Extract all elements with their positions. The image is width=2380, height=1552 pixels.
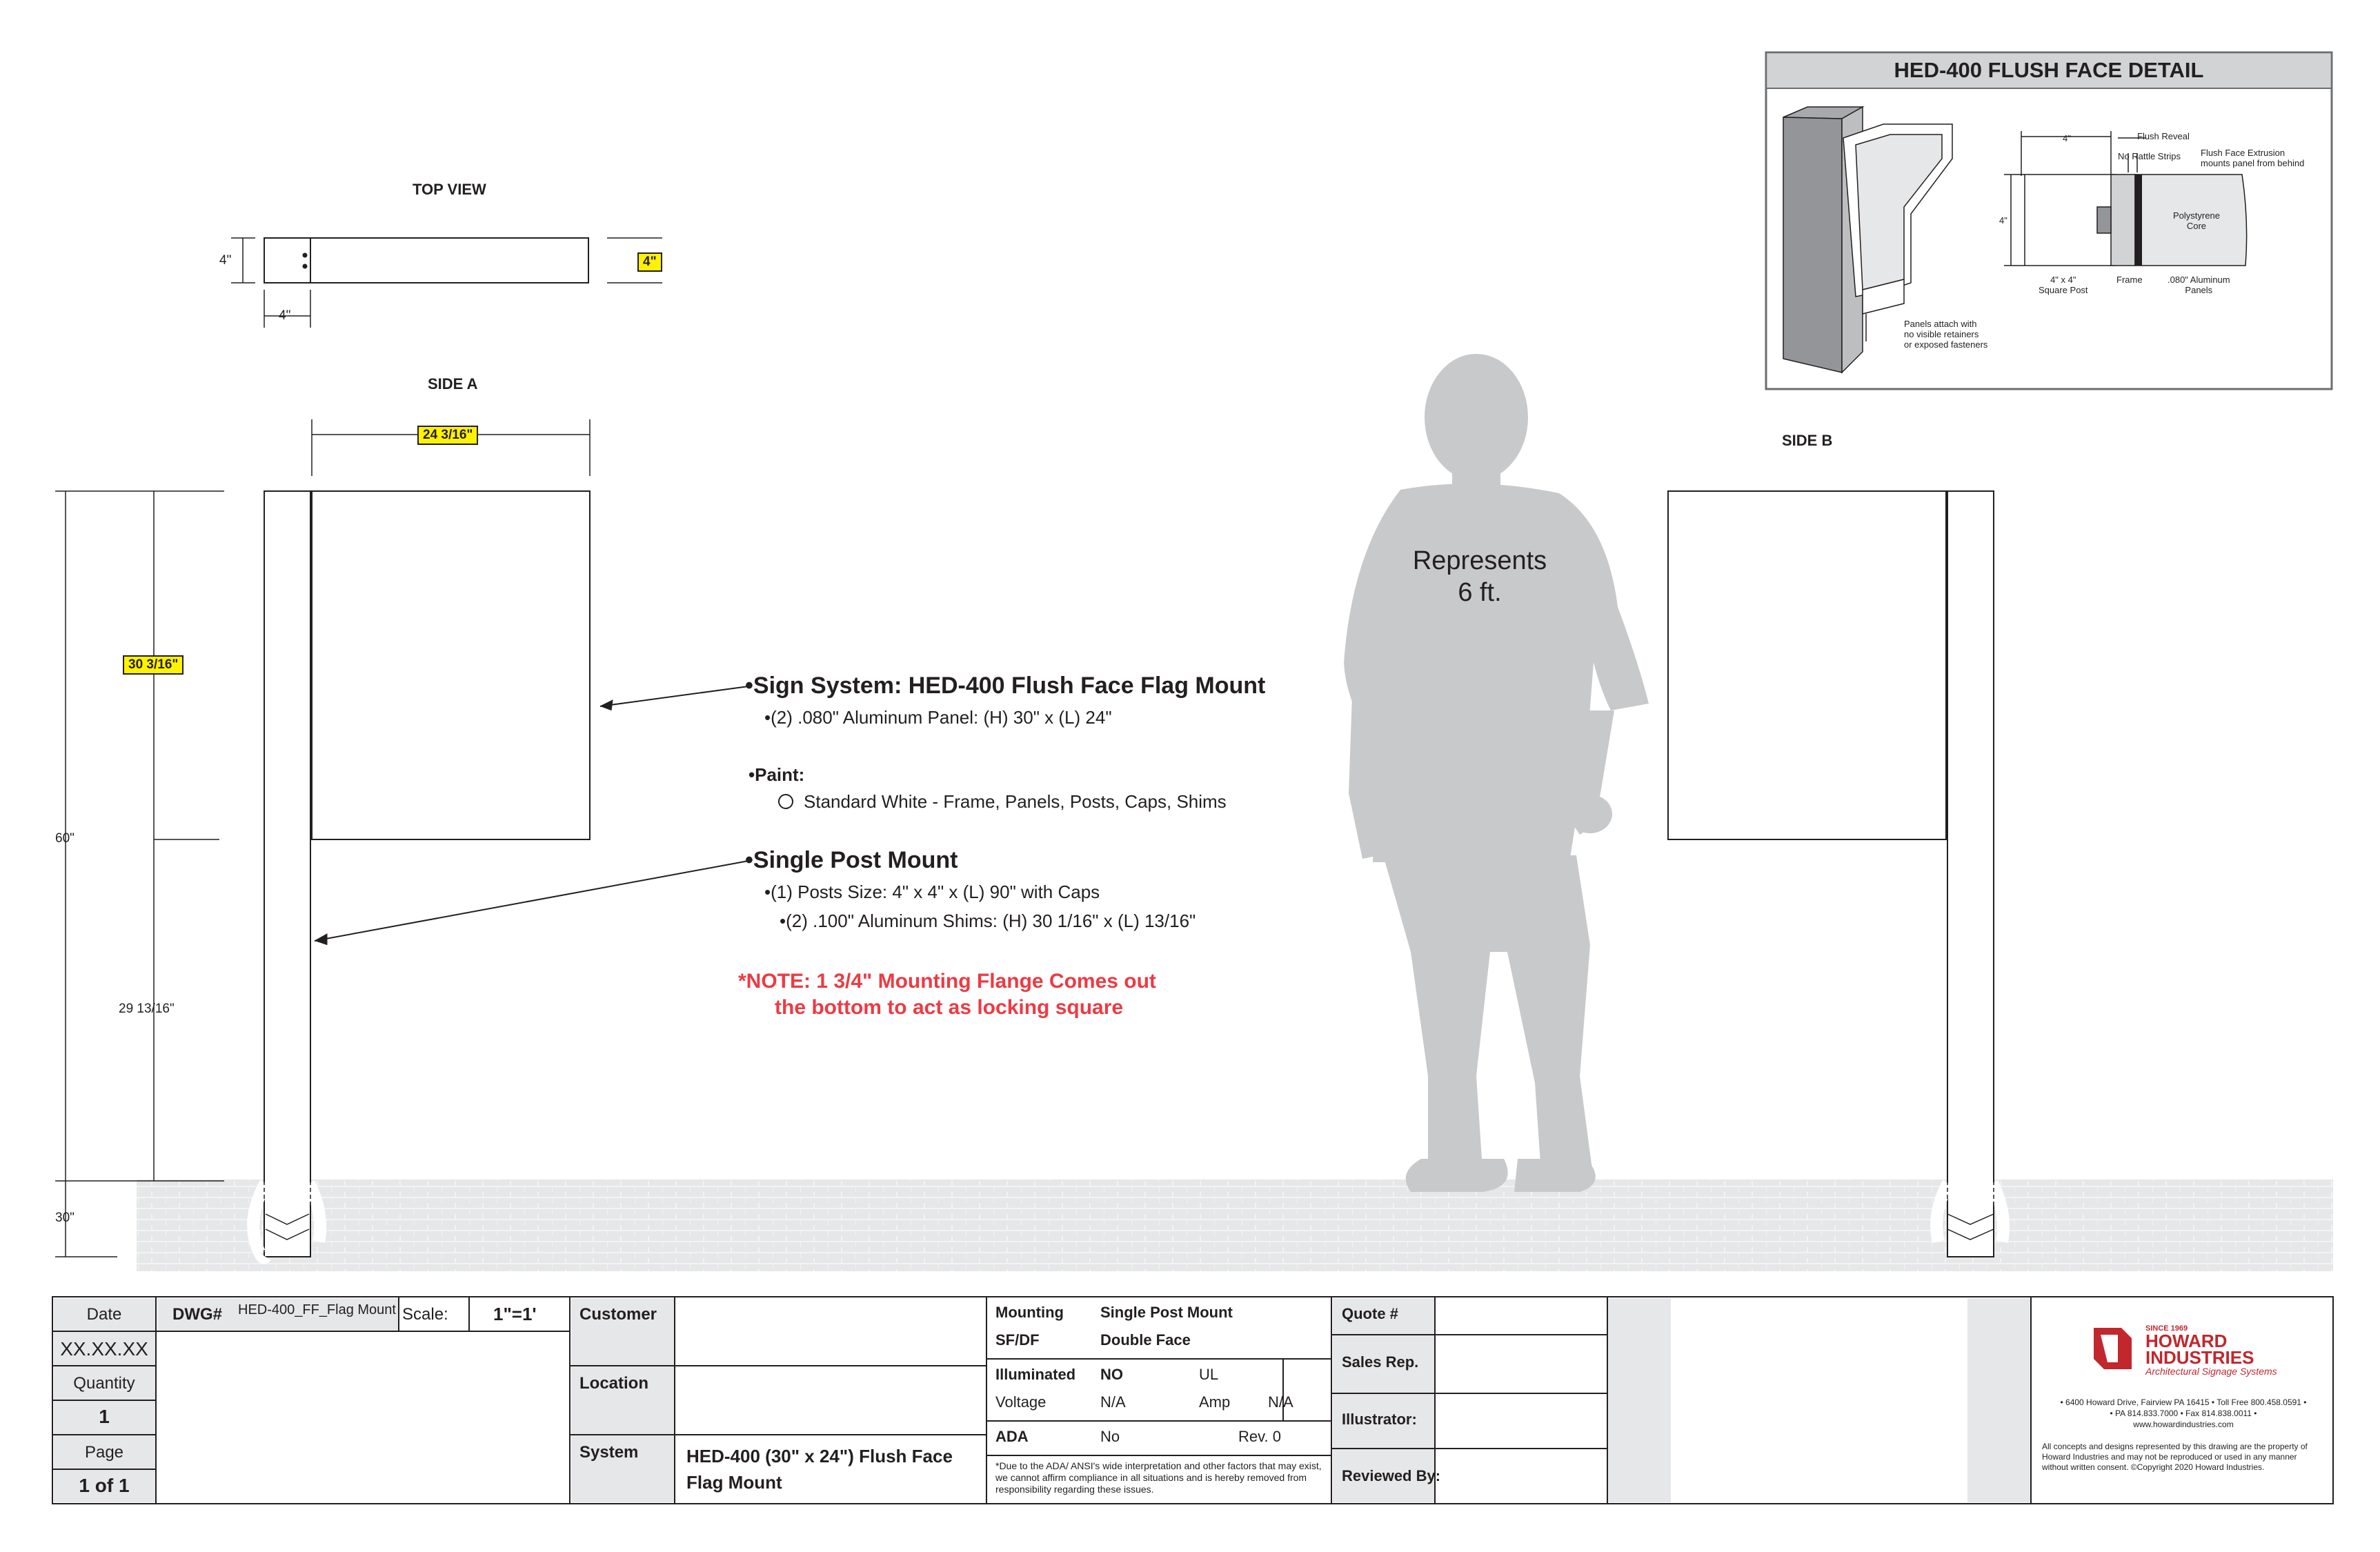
side-a-width-dim: 24 3/16" [417, 426, 478, 445]
top-view-dim-right: 4" [637, 252, 662, 272]
page-label: Page [84, 1443, 124, 1462]
sfdf-label: SF/DF [995, 1331, 1040, 1349]
spec-sign-system-title: •Sign System: HED-400 Flush Face Flag Mount [745, 673, 1266, 699]
illustrator-label: Illustrator: [1342, 1411, 1417, 1428]
detail-dim-top: 4" [2063, 133, 2071, 143]
revision: Rev. 0 [1238, 1428, 1281, 1445]
detail-panels: .080" Aluminum Panels [2168, 275, 2230, 295]
flush-face-detail-box [1766, 52, 2332, 389]
paint-swatch-white [778, 794, 793, 809]
mounting-label: Mounting [995, 1304, 1064, 1321]
detail-attach: Panels attach with no visible retainers or exposed fasteners [1904, 319, 1988, 350]
spec-paint-line: Standard White - Frame, Panels, Posts, Caps, Shims [804, 791, 1227, 812]
dwg-label: DWG# [172, 1305, 222, 1324]
side-a-title: SIDE A [428, 375, 478, 392]
illuminated-label: Illuminated [995, 1366, 1076, 1383]
side-a-overall-height-dim: 60" [55, 831, 75, 846]
spec-paint-title: •Paint: [748, 764, 805, 785]
illuminated-value: NO [1100, 1366, 1123, 1383]
system-label: System [579, 1443, 639, 1462]
detail-flush-reveal: Flush Reveal [2137, 131, 2190, 141]
side-a-post-height-dim: 29 13/16" [119, 1002, 175, 1016]
company-address: • 6400 Howard Drive, Fairview PA 16415 • Toll Free 800.458.0591 • • PA 814.833.7000 • Fax 814.838.0011 • www.howardindustries.com [2060, 1397, 2307, 1429]
detail-core: Polystyrene Core [2173, 210, 2220, 231]
date-label: Date [86, 1305, 122, 1324]
scale-value: 1"=1' [493, 1304, 537, 1324]
quantity-value: 1 [99, 1406, 110, 1427]
top-view-dim-left: 4" [219, 253, 232, 268]
company-logo [2145, 1324, 2277, 1377]
sfdf-value: Double Face [1100, 1331, 1191, 1349]
spec-mount-line2: •(2) .100" Aluminum Shims: (H) 30 1/16" x (L) 13/16" [780, 911, 1196, 931]
detail-dim-side: 4" [1999, 215, 2007, 226]
voltage-label: Voltage [995, 1393, 1047, 1411]
amp-label: Amp [1199, 1393, 1231, 1411]
ada-value: No [1100, 1428, 1120, 1445]
customer-label: Customer [579, 1305, 657, 1324]
copyright-notice: All concepts and designs represented by this drawing are the property of Howard Industries and may not be reproduced or used in any manner without written consent. ©Copyright 2020 Howard Industries. [2042, 1442, 2308, 1472]
page-value: 1 of 1 [79, 1475, 130, 1496]
detail-frame: Frame [2116, 275, 2143, 285]
silhouette-caption [1400, 545, 1559, 608]
detail-square-post: 4" x 4" Square Post [2039, 275, 2088, 295]
note-line2: the bottom to act as locking square [775, 996, 1124, 1019]
side-a-panel-height-dim: 30 3/16" [123, 655, 184, 675]
logo-since: SINCE 1969 [2145, 1324, 2188, 1333]
top-view-title: TOP VIEW [413, 181, 486, 198]
side-a-drawing [55, 419, 748, 1258]
quote-label: Quote # [1342, 1305, 1398, 1322]
amp-value: N/A [1268, 1393, 1293, 1411]
silhouette-caption-line1: Represents [1412, 546, 1547, 575]
top-view-drawing [231, 238, 662, 328]
ada-label: ADA [995, 1428, 1029, 1445]
side-a-burial-depth-dim: 30" [55, 1211, 75, 1225]
side-b-drawing [1668, 491, 2003, 1257]
detail-title: HED-400 FLUSH FACE DETAIL [1894, 58, 2204, 82]
dwg-value: HED-400_FF_Flag Mount [238, 1302, 396, 1317]
side-b-title: SIDE B [1782, 432, 1833, 449]
voltage-value: N/A [1100, 1393, 1126, 1411]
spec-sign-system-line: •(2) .080" Aluminum Panel: (H) 30" x (L) 24" [764, 707, 1112, 728]
system-value: HED-400 (30" x 24") Flush Face Flag Mount [686, 1446, 953, 1493]
ul-label: UL [1199, 1366, 1219, 1383]
ada-disclaimer: *Due to the ADA/ ANSI's wide interpretation and other factors that may exist, we cannot affirm compliance in all situations and is hereby removed from responsibility regarding these issues. [995, 1460, 1322, 1495]
silhouette-caption-line2: 6 ft. [1458, 578, 1502, 607]
detail-extrusion: Flush Face Extrusion mounts panel from behind [2201, 148, 2305, 168]
spec-mount-line1: •(1) Posts Size: 4" x 4" x (L) 90" with Caps [764, 882, 1100, 902]
logo-tagline: Architectural Signage Systems [2145, 1366, 2277, 1377]
detail-no-rattle: No Rattle Strips [2118, 151, 2181, 161]
reviewed-by-label: Reviewed By: [1342, 1467, 1441, 1484]
sales-rep-label: Sales Rep. [1342, 1353, 1419, 1371]
location-label: Location [579, 1374, 648, 1393]
date-value: XX.XX.XX [60, 1338, 148, 1360]
mounting-value: Single Post Mount [1100, 1304, 1233, 1321]
spec-mount-title: •Single Post Mount [745, 847, 958, 873]
human-silhouette [1344, 354, 1649, 1192]
scale-label: Scale: [402, 1305, 448, 1324]
note-line1: *NOTE: 1 3/4" Mounting Flange Comes out [738, 970, 1156, 993]
top-view-dim-bottom: 4" [279, 308, 291, 323]
logo-industries: INDUSTRIES [2145, 1347, 2254, 1368]
logo-howard: HOWARD [2145, 1331, 2228, 1351]
quantity-label: Quantity [73, 1374, 135, 1393]
